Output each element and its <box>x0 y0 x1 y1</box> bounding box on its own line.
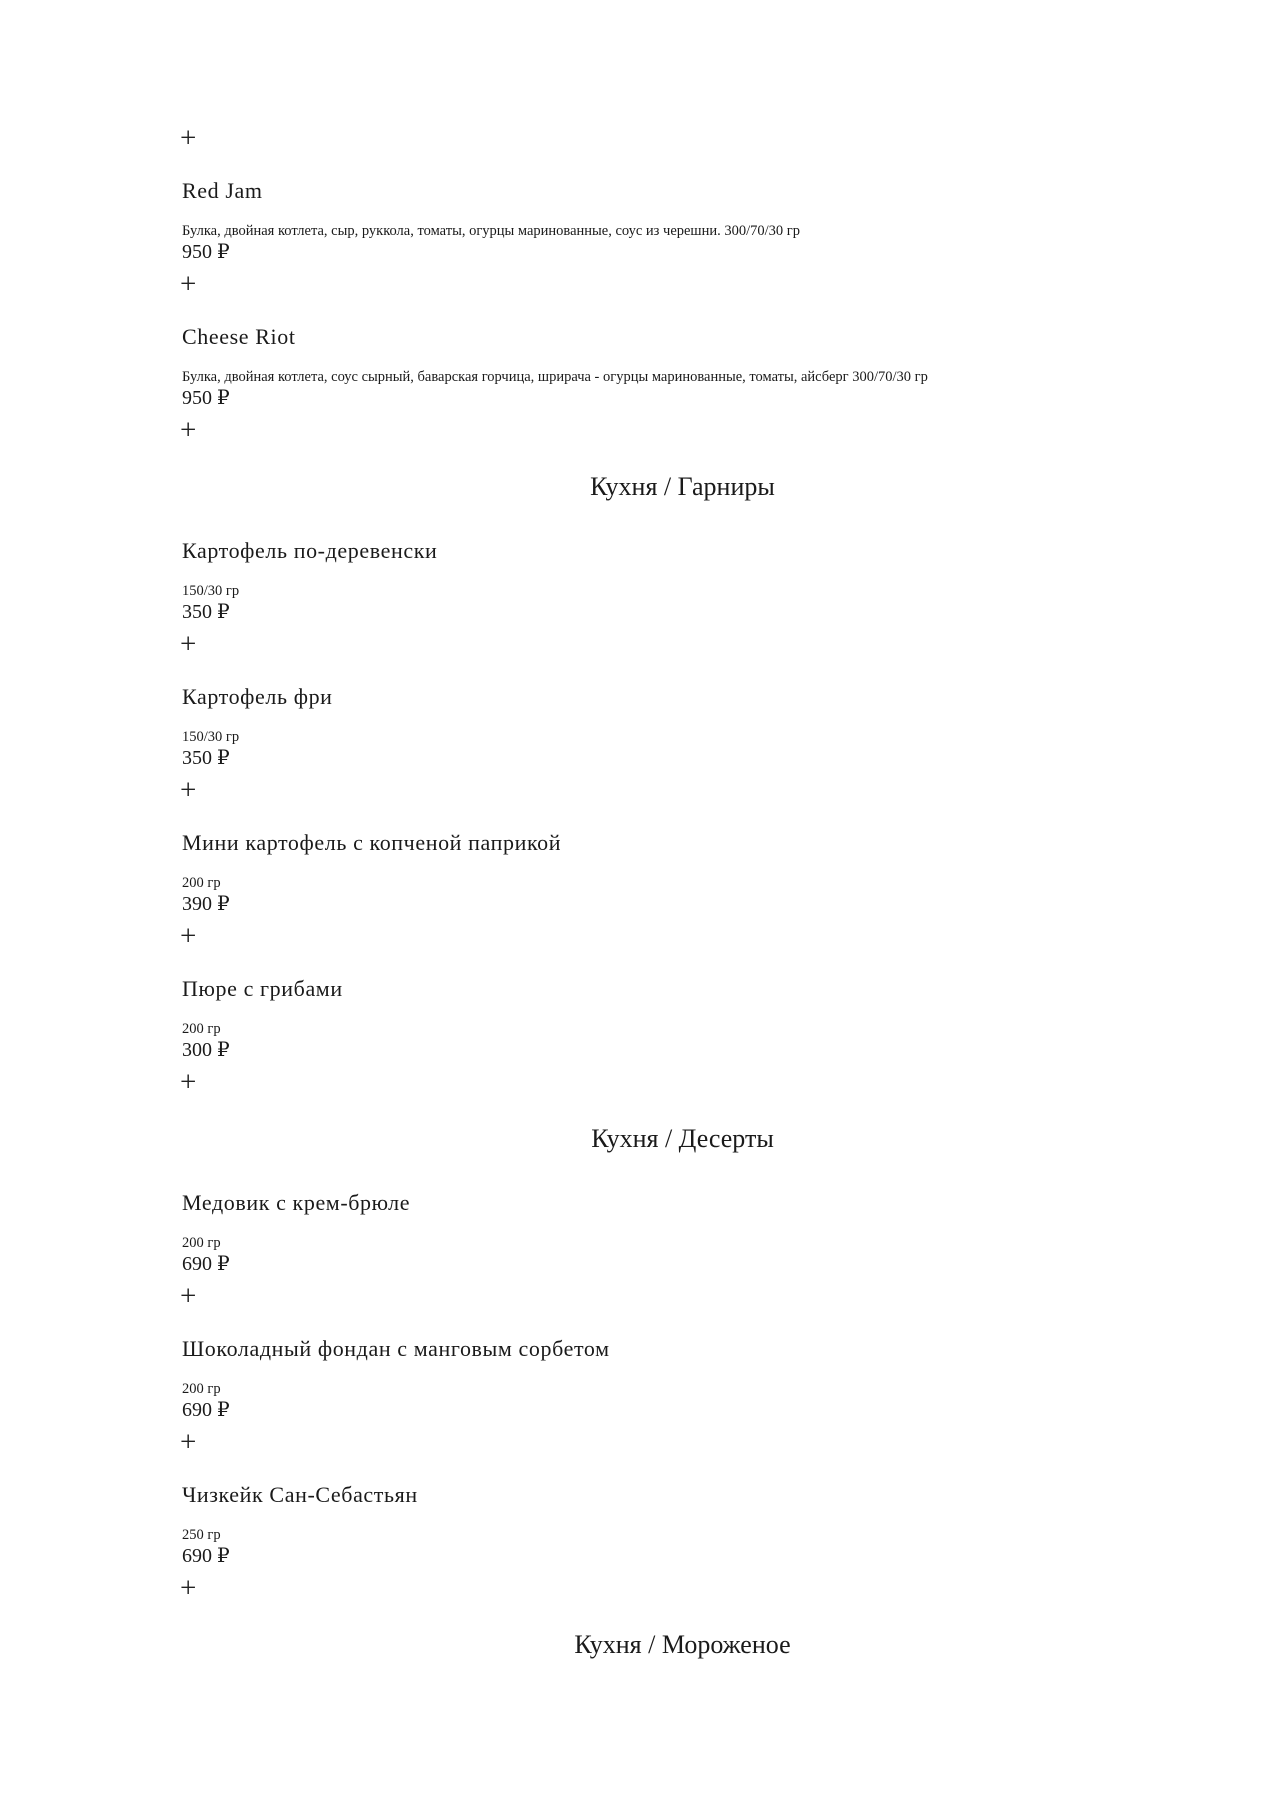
item-price: 950 ₽ <box>182 241 230 263</box>
item-name: Картофель по-деревенски <box>182 538 438 563</box>
item-description: 200 гр <box>182 1381 221 1397</box>
item-price: 950 ₽ <box>182 387 230 409</box>
item-name: Cheese Riot <box>182 324 296 349</box>
item-description: 200 гр <box>182 1021 221 1037</box>
item-name: Медовик с крем-брюле <box>182 1190 411 1215</box>
item-description: 200 гр <box>182 875 221 891</box>
item-description: Булка, двойная котлета, соус сырный, баварская горчица, шрирача - огурцы маринованные, томаты, айсберг 300/70/30 гр <box>182 369 928 385</box>
add-to-cart-button[interactable]: + <box>180 268 197 300</box>
add-to-cart-button[interactable]: + <box>180 1066 197 1098</box>
item-price: 690 ₽ <box>182 1253 230 1275</box>
section-title: Кухня / Гарниры <box>590 472 775 501</box>
item-description: Булка, двойная котлета, сыр, руккола, томаты, огурцы маринованные, соус из черешни. 300/70/30 гр <box>182 223 800 239</box>
item-description: 250 гр <box>182 1527 221 1543</box>
item-description: 200 гр <box>182 1235 221 1251</box>
add-to-cart-button[interactable]: + <box>180 628 197 660</box>
section-title: Кухня / Десерты <box>591 1124 774 1153</box>
item-price: 690 ₽ <box>182 1545 230 1567</box>
add-to-cart-button[interactable]: + <box>180 414 197 446</box>
add-to-cart-button[interactable]: + <box>180 774 197 806</box>
item-description: 150/30 гр <box>182 583 240 599</box>
item-price: 300 ₽ <box>182 1039 230 1061</box>
item-name: Чизкейк Сан-Себастьян <box>182 1482 418 1507</box>
item-name: Шоколадный фондан с манговым сорбетом <box>182 1336 610 1361</box>
add-to-cart-button[interactable]: + <box>180 920 197 952</box>
add-to-cart-button[interactable]: + <box>180 1280 197 1312</box>
item-name: Red Jam <box>182 178 263 203</box>
item-description: 150/30 гр <box>182 729 240 745</box>
add-to-cart-button[interactable]: + <box>180 1572 197 1604</box>
item-name: Пюре с грибами <box>182 976 343 1001</box>
item-price: 690 ₽ <box>182 1399 230 1421</box>
item-price: 390 ₽ <box>182 893 230 915</box>
add-to-cart-button[interactable]: + <box>180 122 197 154</box>
section-title: Кухня / Мороженое <box>574 1630 791 1659</box>
item-name: Картофель фри <box>182 684 333 709</box>
item-price: 350 ₽ <box>182 747 230 769</box>
item-name: Мини картофель с копченой паприкой <box>182 830 562 855</box>
add-to-cart-button[interactable]: + <box>180 1426 197 1458</box>
item-price: 350 ₽ <box>182 601 230 623</box>
